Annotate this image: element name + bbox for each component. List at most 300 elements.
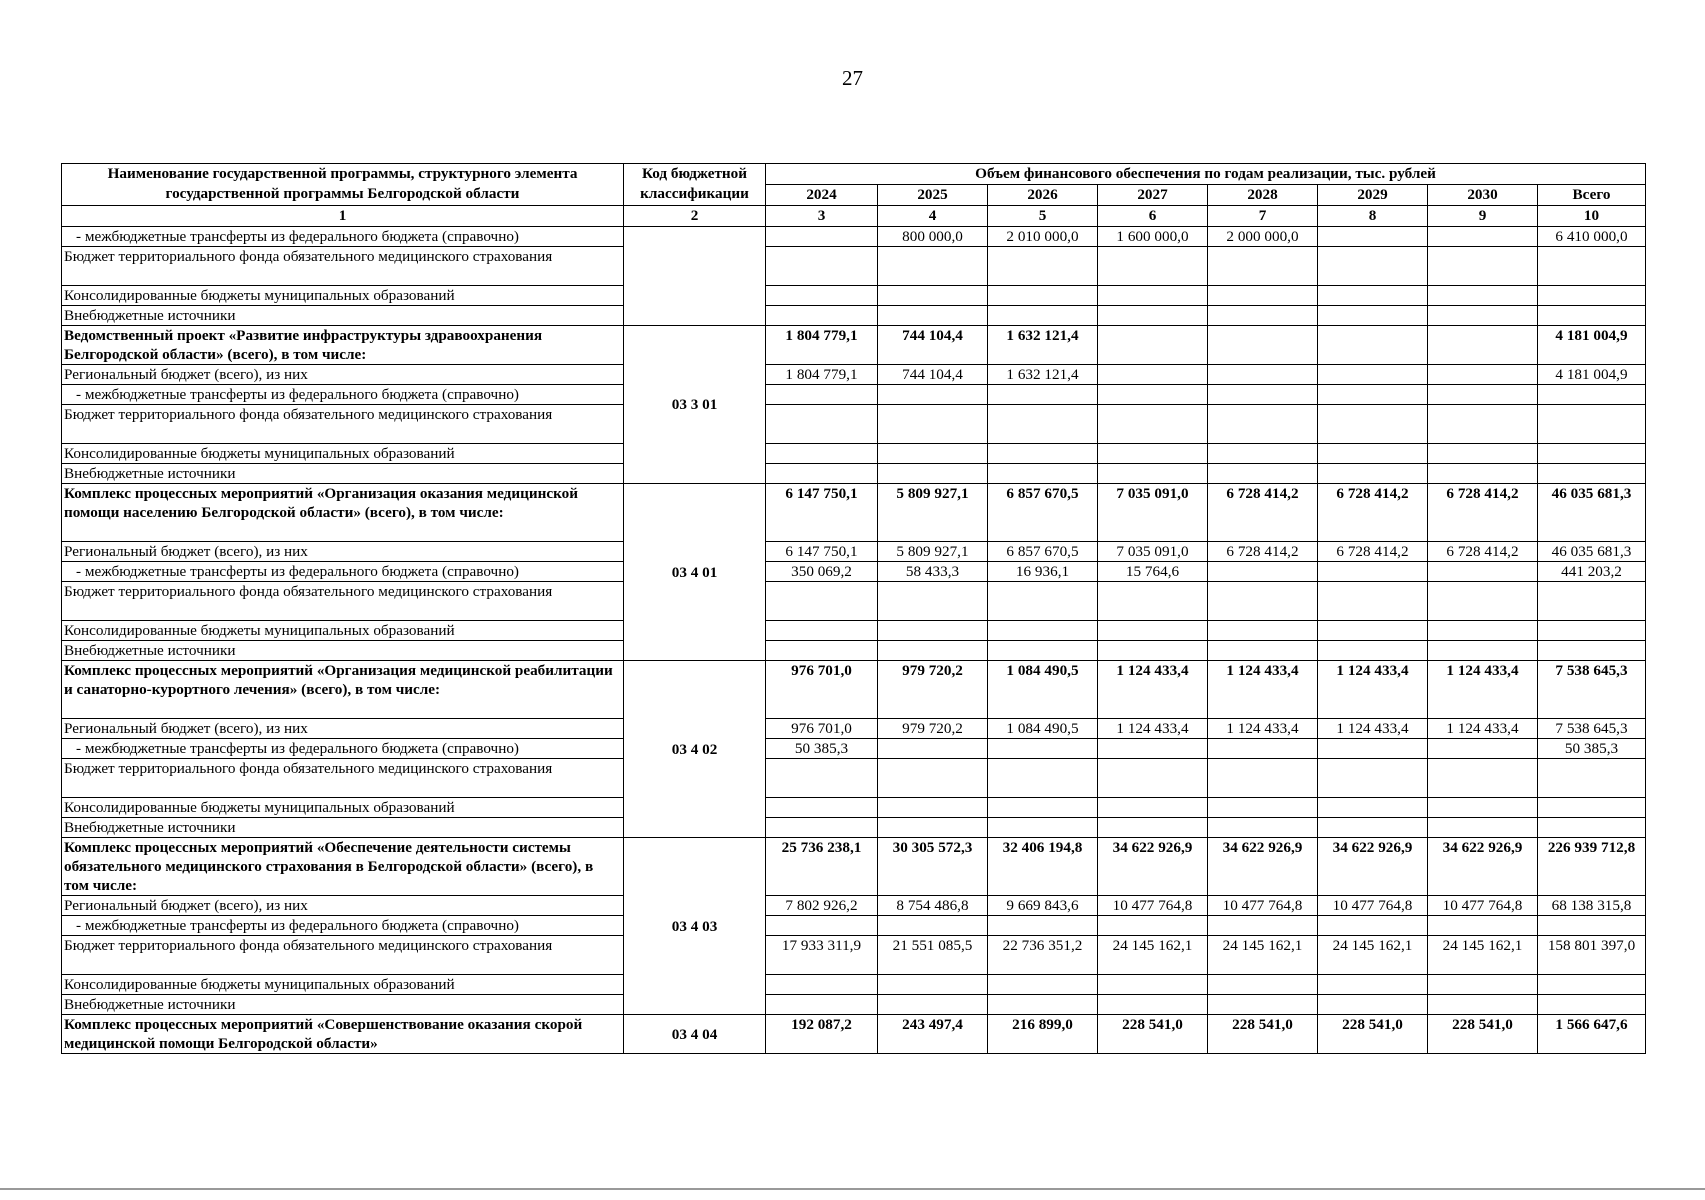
table-row bbox=[62, 444, 1646, 464]
table-row bbox=[62, 916, 1646, 936]
value-year: 25 736 238,1 bbox=[766, 838, 878, 896]
value-year bbox=[878, 916, 988, 936]
value-total: 7 538 645,3 bbox=[1538, 661, 1646, 719]
value-year bbox=[1428, 562, 1538, 582]
value-year: 10 477 764,8 bbox=[1428, 896, 1538, 916]
value-year bbox=[766, 227, 878, 247]
value-year bbox=[766, 306, 878, 326]
row-name: Бюджет территориального фонда обязательного медицинского страхования bbox=[62, 405, 624, 444]
budget-code: 03 4 03 bbox=[624, 838, 766, 1015]
value-year bbox=[988, 385, 1098, 405]
value-total bbox=[1538, 916, 1646, 936]
value-year bbox=[988, 995, 1098, 1015]
table-row bbox=[62, 995, 1646, 1015]
value-year bbox=[878, 444, 988, 464]
value-year: 6 728 414,2 bbox=[1428, 542, 1538, 562]
table-row bbox=[62, 739, 1646, 759]
value-total bbox=[1538, 306, 1646, 326]
value-year: 1 124 433,4 bbox=[1098, 719, 1208, 739]
value-year: 1 632 121,4 bbox=[988, 365, 1098, 385]
table-row bbox=[62, 286, 1646, 306]
row-name: Региональный бюджет (всего), из них bbox=[62, 542, 624, 562]
value-year: 7 035 091,0 bbox=[1098, 542, 1208, 562]
value-year: 228 541,0 bbox=[1208, 1015, 1318, 1054]
value-year: 34 622 926,9 bbox=[1318, 838, 1428, 896]
value-year bbox=[766, 286, 878, 306]
value-year: 6 728 414,2 bbox=[1428, 484, 1538, 542]
value-total: 6 410 000,0 bbox=[1538, 227, 1646, 247]
value-year: 1 084 490,5 bbox=[988, 661, 1098, 719]
value-total bbox=[1538, 818, 1646, 838]
value-year bbox=[878, 247, 988, 286]
value-year: 8 754 486,8 bbox=[878, 896, 988, 916]
value-year bbox=[1318, 562, 1428, 582]
value-year bbox=[766, 464, 878, 484]
value-year bbox=[1428, 641, 1538, 661]
row-name: Региональный бюджет (всего), из них bbox=[62, 719, 624, 739]
table-row bbox=[62, 385, 1646, 405]
value-year bbox=[878, 286, 988, 306]
value-year: 22 736 351,2 bbox=[988, 936, 1098, 975]
value-year: 1 124 433,4 bbox=[1098, 661, 1208, 719]
table-body bbox=[62, 227, 1646, 1054]
row-name: Комплекс процессных мероприятий «Совершенствование оказания скорой медицинской помощи Белгородской области» bbox=[62, 1015, 624, 1054]
value-year bbox=[1208, 818, 1318, 838]
value-year: 6 857 670,5 bbox=[988, 484, 1098, 542]
value-year bbox=[1098, 759, 1208, 798]
header-year: 2028 bbox=[1208, 185, 1318, 206]
value-year bbox=[1428, 621, 1538, 641]
row-name: - межбюджетные трансферты из федерального бюджета (справочно) bbox=[62, 916, 624, 936]
value-year: 32 406 194,8 bbox=[988, 838, 1098, 896]
row-name: Внебюджетные источники bbox=[62, 464, 624, 484]
value-year bbox=[1208, 995, 1318, 1015]
value-year: 10 477 764,8 bbox=[1318, 896, 1428, 916]
value-year bbox=[766, 621, 878, 641]
value-year: 744 104,4 bbox=[878, 326, 988, 365]
column-number: 1 bbox=[62, 206, 624, 227]
value-year: 228 541,0 bbox=[1428, 1015, 1538, 1054]
value-year bbox=[1318, 306, 1428, 326]
value-year bbox=[878, 798, 988, 818]
value-total bbox=[1538, 759, 1646, 798]
row-name: Региональный бюджет (всего), из них bbox=[62, 896, 624, 916]
value-year: 50 385,3 bbox=[766, 739, 878, 759]
value-year: 1 804 779,1 bbox=[766, 365, 878, 385]
row-name: - межбюджетные трансферты из федерального бюджета (справочно) bbox=[62, 385, 624, 405]
value-year bbox=[766, 582, 878, 621]
value-year bbox=[988, 444, 1098, 464]
column-number: 9 bbox=[1428, 206, 1538, 227]
table-row bbox=[62, 936, 1646, 975]
value-year: 7 035 091,0 bbox=[1098, 484, 1208, 542]
value-year bbox=[988, 641, 1098, 661]
value-year: 1 084 490,5 bbox=[988, 719, 1098, 739]
value-year bbox=[766, 975, 878, 995]
value-year bbox=[1208, 621, 1318, 641]
value-total: 46 035 681,3 bbox=[1538, 542, 1646, 562]
value-year bbox=[1208, 464, 1318, 484]
value-year bbox=[1318, 405, 1428, 444]
value-year bbox=[1098, 365, 1208, 385]
value-year bbox=[1208, 582, 1318, 621]
row-name: Консолидированные бюджеты муниципальных образований bbox=[62, 286, 624, 306]
value-year bbox=[1318, 798, 1428, 818]
value-total bbox=[1538, 582, 1646, 621]
table-header bbox=[62, 164, 1646, 227]
value-year bbox=[878, 385, 988, 405]
value-year bbox=[1208, 975, 1318, 995]
value-year bbox=[1098, 621, 1208, 641]
row-name: Региональный бюджет (всего), из них bbox=[62, 365, 624, 385]
table-row bbox=[62, 896, 1646, 916]
value-year bbox=[1208, 385, 1318, 405]
value-year bbox=[988, 975, 1098, 995]
value-year bbox=[878, 739, 988, 759]
value-total bbox=[1538, 464, 1646, 484]
value-year bbox=[1098, 286, 1208, 306]
table-row bbox=[62, 719, 1646, 739]
value-year bbox=[988, 247, 1098, 286]
value-year bbox=[1428, 444, 1538, 464]
row-name: - межбюджетные трансферты из федерального бюджета (справочно) bbox=[62, 739, 624, 759]
value-total: 4 181 004,9 bbox=[1538, 326, 1646, 365]
value-year: 192 087,2 bbox=[766, 1015, 878, 1054]
value-year: 10 477 764,8 bbox=[1098, 896, 1208, 916]
column-number: 2 bbox=[624, 206, 766, 227]
table-row bbox=[62, 365, 1646, 385]
value-year: 1 124 433,4 bbox=[1208, 719, 1318, 739]
table-row bbox=[62, 562, 1646, 582]
table-row bbox=[62, 405, 1646, 444]
value-total: 226 939 712,8 bbox=[1538, 838, 1646, 896]
value-year bbox=[1208, 759, 1318, 798]
value-year bbox=[1428, 405, 1538, 444]
budget-code: 03 3 01 bbox=[624, 326, 766, 484]
row-name: - межбюджетные трансферты из федерального бюджета (справочно) bbox=[62, 562, 624, 582]
value-year bbox=[878, 464, 988, 484]
value-year bbox=[1428, 306, 1538, 326]
value-year: 5 809 927,1 bbox=[878, 484, 988, 542]
row-name: Консолидированные бюджеты муниципальных образований bbox=[62, 975, 624, 995]
value-year bbox=[1428, 739, 1538, 759]
value-year bbox=[1318, 464, 1428, 484]
value-year bbox=[1208, 739, 1318, 759]
row-name: Бюджет территориального фонда обязательного медицинского страхования bbox=[62, 936, 624, 975]
value-year bbox=[1318, 227, 1428, 247]
value-total bbox=[1538, 621, 1646, 641]
value-year: 34 622 926,9 bbox=[1208, 838, 1318, 896]
value-year: 34 622 926,9 bbox=[1428, 838, 1538, 896]
value-year: 243 497,4 bbox=[878, 1015, 988, 1054]
value-year bbox=[1428, 464, 1538, 484]
value-year: 228 541,0 bbox=[1318, 1015, 1428, 1054]
value-year bbox=[1098, 464, 1208, 484]
row-name: Комплекс процессных мероприятий «Обеспечение деятельности системы обязательного медицинского страхования в Белгородской области» (всего), в том числе: bbox=[62, 838, 624, 896]
value-year bbox=[1318, 385, 1428, 405]
value-year bbox=[878, 405, 988, 444]
value-year bbox=[1318, 365, 1428, 385]
value-year: 744 104,4 bbox=[878, 365, 988, 385]
value-year: 1 124 433,4 bbox=[1318, 661, 1428, 719]
value-total bbox=[1538, 641, 1646, 661]
value-year bbox=[988, 798, 1098, 818]
row-name: Внебюджетные источники bbox=[62, 641, 624, 661]
value-year bbox=[1098, 818, 1208, 838]
table-row bbox=[62, 464, 1646, 484]
value-year: 1 124 433,4 bbox=[1318, 719, 1428, 739]
value-year bbox=[1428, 818, 1538, 838]
table-row bbox=[62, 818, 1646, 838]
value-year: 2 000 000,0 bbox=[1208, 227, 1318, 247]
table-row bbox=[62, 798, 1646, 818]
value-year: 6 857 670,5 bbox=[988, 542, 1098, 562]
value-year bbox=[1208, 365, 1318, 385]
value-year bbox=[1098, 739, 1208, 759]
column-number: 4 bbox=[878, 206, 988, 227]
budget-code: 03 4 04 bbox=[624, 1015, 766, 1054]
value-year: 2 010 000,0 bbox=[988, 227, 1098, 247]
value-total: 50 385,3 bbox=[1538, 739, 1646, 759]
value-year: 5 809 927,1 bbox=[878, 542, 988, 562]
value-year bbox=[988, 818, 1098, 838]
value-total: 68 138 315,8 bbox=[1538, 896, 1646, 916]
scan-edge-line bbox=[0, 1188, 1705, 1190]
value-year: 1 124 433,4 bbox=[1428, 719, 1538, 739]
header-year: 2026 bbox=[988, 185, 1098, 206]
value-year bbox=[1428, 995, 1538, 1015]
value-year: 1 124 433,4 bbox=[1208, 661, 1318, 719]
row-name: Бюджет территориального фонда обязательного медицинского страхования bbox=[62, 247, 624, 286]
table-row bbox=[62, 582, 1646, 621]
value-total: 1 566 647,6 bbox=[1538, 1015, 1646, 1054]
row-name: Ведомственный проект «Развитие инфраструктуры здравоохранения Белгородской области» (всего), в том числе: bbox=[62, 326, 624, 365]
value-year bbox=[766, 385, 878, 405]
value-year: 30 305 572,3 bbox=[878, 838, 988, 896]
value-year: 1 804 779,1 bbox=[766, 326, 878, 365]
value-year bbox=[1428, 759, 1538, 798]
table-row bbox=[62, 484, 1646, 542]
value-year bbox=[1098, 995, 1208, 1015]
table-row bbox=[62, 1015, 1646, 1054]
value-year: 6 147 750,1 bbox=[766, 484, 878, 542]
value-year bbox=[1208, 286, 1318, 306]
value-total: 7 538 645,3 bbox=[1538, 719, 1646, 739]
row-name: Внебюджетные источники bbox=[62, 818, 624, 838]
table-row bbox=[62, 326, 1646, 365]
value-year bbox=[1098, 582, 1208, 621]
value-year: 228 541,0 bbox=[1098, 1015, 1208, 1054]
value-year bbox=[1318, 326, 1428, 365]
value-year bbox=[1318, 247, 1428, 286]
value-year: 7 802 926,2 bbox=[766, 896, 878, 916]
value-year: 1 600 000,0 bbox=[1098, 227, 1208, 247]
header-year: 2030 bbox=[1428, 185, 1538, 206]
table-row bbox=[62, 621, 1646, 641]
value-year bbox=[878, 818, 988, 838]
value-year bbox=[988, 739, 1098, 759]
value-year: 15 764,6 bbox=[1098, 562, 1208, 582]
value-year: 6 728 414,2 bbox=[1318, 484, 1428, 542]
value-year: 24 145 162,1 bbox=[1318, 936, 1428, 975]
value-total: 441 203,2 bbox=[1538, 562, 1646, 582]
value-year bbox=[1318, 739, 1428, 759]
budget-code: 03 4 02 bbox=[624, 661, 766, 838]
value-year bbox=[988, 286, 1098, 306]
value-year bbox=[1208, 641, 1318, 661]
value-year bbox=[878, 641, 988, 661]
value-year bbox=[1318, 818, 1428, 838]
value-year bbox=[1318, 916, 1428, 936]
value-year bbox=[878, 995, 988, 1015]
value-year: 216 899,0 bbox=[988, 1015, 1098, 1054]
value-year bbox=[1428, 385, 1538, 405]
value-year: 979 720,2 bbox=[878, 719, 988, 739]
value-year: 58 433,3 bbox=[878, 562, 988, 582]
value-year: 976 701,0 bbox=[766, 661, 878, 719]
value-year: 17 933 311,9 bbox=[766, 936, 878, 975]
value-year bbox=[1428, 798, 1538, 818]
value-year: 9 669 843,6 bbox=[988, 896, 1098, 916]
value-year bbox=[1428, 582, 1538, 621]
value-year bbox=[766, 444, 878, 464]
value-year bbox=[1208, 306, 1318, 326]
value-year: 6 728 414,2 bbox=[1208, 542, 1318, 562]
value-year bbox=[766, 818, 878, 838]
value-year bbox=[1208, 798, 1318, 818]
value-total bbox=[1538, 405, 1646, 444]
row-name: Внебюджетные источники bbox=[62, 995, 624, 1015]
row-name: Комплекс процессных мероприятий «Организация медицинской реабилитации и санаторно-курортного лечения» (всего), в том числе: bbox=[62, 661, 624, 719]
row-name: Бюджет территориального фонда обязательного медицинского страхования bbox=[62, 759, 624, 798]
column-number: 5 bbox=[988, 206, 1098, 227]
value-year: 24 145 162,1 bbox=[1208, 936, 1318, 975]
value-year: 350 069,2 bbox=[766, 562, 878, 582]
value-year bbox=[1208, 326, 1318, 365]
value-total bbox=[1538, 995, 1646, 1015]
value-total bbox=[1538, 247, 1646, 286]
row-name: Внебюджетные источники bbox=[62, 306, 624, 326]
table-row bbox=[62, 227, 1646, 247]
value-year bbox=[878, 582, 988, 621]
column-number: 7 bbox=[1208, 206, 1318, 227]
value-year bbox=[1318, 641, 1428, 661]
value-year bbox=[1428, 975, 1538, 995]
value-year: 21 551 085,5 bbox=[878, 936, 988, 975]
value-year bbox=[1098, 444, 1208, 464]
value-year bbox=[988, 759, 1098, 798]
value-year bbox=[1428, 247, 1538, 286]
value-year bbox=[1098, 916, 1208, 936]
value-year: 16 936,1 bbox=[988, 562, 1098, 582]
value-year bbox=[1318, 995, 1428, 1015]
value-year bbox=[1098, 798, 1208, 818]
value-year: 976 701,0 bbox=[766, 719, 878, 739]
table-row bbox=[62, 759, 1646, 798]
value-year: 24 145 162,1 bbox=[1428, 936, 1538, 975]
value-year bbox=[1208, 247, 1318, 286]
value-year: 6 728 414,2 bbox=[1318, 542, 1428, 562]
header-year: 2024 bbox=[766, 185, 878, 206]
row-name: - межбюджетные трансферты из федерального бюджета (справочно) bbox=[62, 227, 624, 247]
value-year: 34 622 926,9 bbox=[1098, 838, 1208, 896]
value-year bbox=[1318, 975, 1428, 995]
value-year: 979 720,2 bbox=[878, 661, 988, 719]
value-year bbox=[988, 306, 1098, 326]
table-row bbox=[62, 247, 1646, 286]
value-year bbox=[766, 759, 878, 798]
value-total: 46 035 681,3 bbox=[1538, 484, 1646, 542]
budget-code bbox=[624, 227, 766, 326]
value-year: 800 000,0 bbox=[878, 227, 988, 247]
value-year bbox=[1208, 916, 1318, 936]
column-number: 8 bbox=[1318, 206, 1428, 227]
value-total bbox=[1538, 286, 1646, 306]
value-year bbox=[878, 306, 988, 326]
funding-table bbox=[61, 163, 1646, 1054]
row-name: Консолидированные бюджеты муниципальных образований bbox=[62, 798, 624, 818]
value-year bbox=[878, 975, 988, 995]
value-total bbox=[1538, 444, 1646, 464]
value-year: 24 145 162,1 bbox=[1098, 936, 1208, 975]
value-total bbox=[1538, 385, 1646, 405]
table-row bbox=[62, 838, 1646, 896]
row-name: Бюджет территориального фонда обязательного медицинского страхования bbox=[62, 582, 624, 621]
value-year bbox=[766, 247, 878, 286]
value-year bbox=[988, 464, 1098, 484]
column-number: 10 bbox=[1538, 206, 1646, 227]
value-year bbox=[1318, 621, 1428, 641]
row-name: Консолидированные бюджеты муниципальных образований bbox=[62, 444, 624, 464]
value-total: 4 181 004,9 bbox=[1538, 365, 1646, 385]
value-year bbox=[1318, 444, 1428, 464]
budget-code: 03 4 01 bbox=[624, 484, 766, 661]
value-year bbox=[988, 621, 1098, 641]
header-year: 2029 bbox=[1318, 185, 1428, 206]
value-year bbox=[988, 405, 1098, 444]
value-year bbox=[1098, 641, 1208, 661]
header-year: 2025 bbox=[878, 185, 988, 206]
value-year bbox=[766, 916, 878, 936]
value-year bbox=[1208, 444, 1318, 464]
value-year bbox=[1098, 405, 1208, 444]
value-year: 1 124 433,4 bbox=[1428, 661, 1538, 719]
value-year bbox=[766, 405, 878, 444]
value-year bbox=[988, 916, 1098, 936]
value-year: 1 632 121,4 bbox=[988, 326, 1098, 365]
value-total bbox=[1538, 798, 1646, 818]
value-year bbox=[1208, 562, 1318, 582]
page-number: 27 bbox=[842, 66, 863, 90]
value-year bbox=[1428, 326, 1538, 365]
value-total bbox=[1538, 975, 1646, 995]
header-name: Наименование государственной программы, структурного элемента государственной программы Белгородской области bbox=[62, 164, 624, 206]
row-name: Комплекс процессных мероприятий «Организация оказания медицинской помощи населению Белгородской области» (всего), в том числе: bbox=[62, 484, 624, 542]
table-row bbox=[62, 641, 1646, 661]
value-year bbox=[1428, 227, 1538, 247]
table-row bbox=[62, 975, 1646, 995]
row-name: Консолидированные бюджеты муниципальных образований bbox=[62, 621, 624, 641]
header-volume: Объем финансового обеспечения по годам реализации, тыс. рублей bbox=[766, 164, 1646, 185]
value-year bbox=[1428, 916, 1538, 936]
value-year bbox=[1318, 582, 1428, 621]
value-total: 158 801 397,0 bbox=[1538, 936, 1646, 975]
value-year: 6 728 414,2 bbox=[1208, 484, 1318, 542]
value-year bbox=[1428, 365, 1538, 385]
header-code: Код бюджетной классификации bbox=[624, 164, 766, 206]
value-year bbox=[988, 582, 1098, 621]
table-row bbox=[62, 306, 1646, 326]
